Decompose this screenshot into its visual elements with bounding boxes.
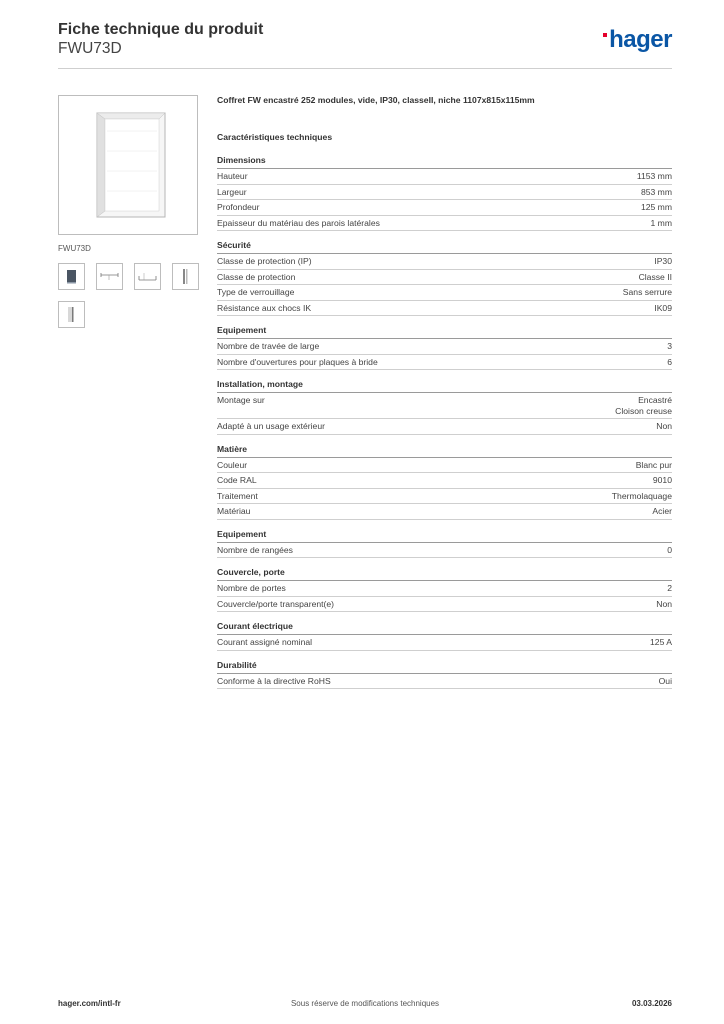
spec-value (667, 357, 672, 368)
spec-row (217, 543, 672, 559)
cabinet-top-view-icon (97, 264, 122, 289)
spec-row (217, 254, 672, 270)
technical-content (217, 95, 672, 698)
spec-value (612, 491, 672, 502)
spec-group-title: Installation, montage (217, 379, 672, 393)
spec-value-line: Classe II (638, 271, 672, 282)
spec-row (217, 270, 672, 286)
spec-value (667, 341, 672, 352)
spec-value-line: IK09 (654, 302, 672, 313)
spec-group-title: Dimensions (217, 155, 672, 169)
spec-label: Montage sur (217, 395, 265, 405)
spec-value-line: 853 mm (640, 186, 672, 197)
spec-group (217, 379, 672, 435)
footer-date: 03.03.2026 (631, 999, 672, 1008)
spec-group-title: Durabilité (217, 660, 672, 674)
spec-row (217, 635, 672, 651)
spec-group (217, 621, 672, 651)
spec-label: Hauteur (217, 171, 248, 181)
spec-group-title: Couvercle, porte (217, 567, 672, 581)
spec-group-title: Sécurité (217, 240, 672, 254)
cabinet-side-profile-icon (135, 264, 160, 289)
thumbnail-cabinet-side-profile[interactable] (134, 263, 161, 290)
spec-group (217, 567, 672, 612)
spec-value (615, 395, 672, 416)
spec-value (641, 187, 672, 198)
thumbnail-cabinet-panel[interactable] (58, 301, 85, 328)
spec-label: Résistance aux chocs IK (217, 302, 312, 313)
spec-value-line: Non (656, 598, 672, 609)
spec-label: Couvercle/porte transparent(e) (217, 598, 335, 609)
spec-value-line: IP30 (654, 256, 672, 266)
thumbnail-cabinet-front[interactable] (58, 263, 85, 290)
cabinet-front-icon (59, 264, 84, 289)
spec-value (654, 256, 672, 267)
spec-value-line: 1 mm (650, 217, 672, 228)
spec-label: Code RAL (217, 475, 257, 485)
spec-row (217, 504, 672, 520)
spec-value (653, 475, 672, 486)
spec-row (217, 301, 672, 317)
spec-row (217, 169, 672, 185)
spec-value-line: Sans serrure (622, 287, 672, 297)
spec-row (217, 489, 672, 505)
spec-value (636, 460, 672, 471)
spec-row (217, 597, 672, 613)
section-title: Caractéristiques techniques (217, 132, 333, 142)
spec-groups (217, 155, 672, 689)
spec-value (652, 506, 672, 517)
spec-value-line: 125 mm (640, 202, 672, 212)
spec-value-line: 2 (667, 583, 672, 593)
spec-row (217, 458, 672, 474)
spec-value-line: Blanc pur (635, 459, 672, 470)
product-description: Coffret FW encastré 252 modules, vide, IP30, classeII, niche 1107x815x115mm (217, 95, 535, 105)
spec-value (654, 303, 672, 314)
spec-label: Largeur (217, 186, 247, 197)
spec-label: Profondeur (217, 202, 260, 212)
spec-row (217, 419, 672, 435)
spec-label: Adapté à un usage extérieur (217, 421, 325, 431)
spec-label: Nombre de portes (217, 583, 286, 593)
spec-value (656, 421, 672, 432)
spec-label: Traitement (217, 490, 258, 501)
spec-row (217, 581, 672, 597)
spec-value-line: 3 (667, 341, 672, 351)
spec-value (667, 583, 672, 594)
spec-value (667, 545, 672, 556)
product-code: FWU73D (58, 40, 122, 57)
spec-value (637, 171, 672, 182)
spec-value (623, 287, 672, 298)
spec-row (217, 393, 672, 419)
spec-row (217, 473, 672, 489)
spec-label: Epaisseur du matériau des parois latérales (217, 217, 380, 228)
spec-row (217, 674, 672, 690)
spec-value (639, 272, 672, 283)
logo-text: hager (609, 26, 672, 53)
spec-value-line: 9010 (652, 475, 672, 485)
spec-group (217, 444, 672, 520)
main-product-image[interactable] (58, 95, 198, 235)
logo-dot-icon (603, 33, 607, 37)
spec-value-line: Thermolaquage (611, 490, 672, 501)
spec-value (656, 599, 672, 610)
spec-row (217, 355, 672, 371)
spec-row (217, 185, 672, 201)
spec-row (217, 200, 672, 216)
spec-label: Conforme à la directive RoHS (217, 675, 331, 686)
spec-row (217, 285, 672, 301)
spec-value-line: 6 (667, 356, 672, 367)
cabinet-panel-icon (59, 302, 84, 327)
page-header (58, 20, 672, 68)
spec-value (659, 676, 672, 687)
spec-value-line: 0 (667, 544, 672, 555)
spec-value (651, 218, 672, 229)
spec-group (217, 529, 672, 559)
footer-website-link[interactable]: hager.com/intl-fr (58, 999, 121, 1008)
spec-value-line: Encastré (638, 395, 672, 405)
spec-label: Couleur (217, 459, 248, 470)
spec-label: Type de verrouillage (217, 287, 295, 297)
spec-label: Nombre de travée de large (217, 341, 320, 351)
spec-group-title: Matière (217, 444, 672, 458)
spec-value (650, 637, 672, 648)
spec-value-line: Non (656, 421, 672, 431)
spec-value-line: 1153 mm (636, 171, 672, 181)
spec-group (217, 240, 672, 316)
spec-group-title: Courant électrique (217, 621, 672, 635)
spec-row (217, 216, 672, 232)
cabinet-image-icon (95, 111, 171, 221)
hager-logo[interactable] (603, 26, 672, 54)
spec-group-title: Equipement (217, 325, 672, 339)
thumbnail-cabinet-side-view[interactable] (172, 263, 199, 290)
spec-label: Nombre de rangées (217, 544, 293, 555)
spec-label: Classe de protection (217, 271, 296, 282)
thumbnail-cabinet-top-view[interactable] (96, 263, 123, 290)
spec-label: Courant assigné nominal (217, 637, 313, 647)
spec-value-line: 125 A (650, 637, 672, 647)
spec-value-line: Cloison creuse (615, 405, 672, 416)
spec-label: Classe de protection (IP) (217, 256, 312, 266)
spec-group (217, 660, 672, 690)
spec-group-title: Equipement (217, 529, 672, 543)
spec-row (217, 339, 672, 355)
spec-label: Nombre d'ouvertures pour plaques à bride (217, 356, 378, 367)
product-image-panel (58, 95, 198, 328)
spec-label: Matériau (217, 506, 251, 516)
footer-notice: Sous réserve de modifications techniques (290, 999, 440, 1008)
document-title: Fiche technique du produit (58, 21, 264, 38)
header-divider (58, 68, 672, 69)
cabinet-side-view-icon (173, 264, 198, 289)
spec-value-line: Oui (658, 675, 672, 686)
image-caption: FWU73D (58, 244, 91, 253)
spec-group (217, 325, 672, 370)
spec-value-line: Acier (652, 506, 672, 516)
spec-group (217, 155, 672, 231)
thumbnail-list (58, 263, 203, 328)
spec-value (641, 202, 672, 213)
